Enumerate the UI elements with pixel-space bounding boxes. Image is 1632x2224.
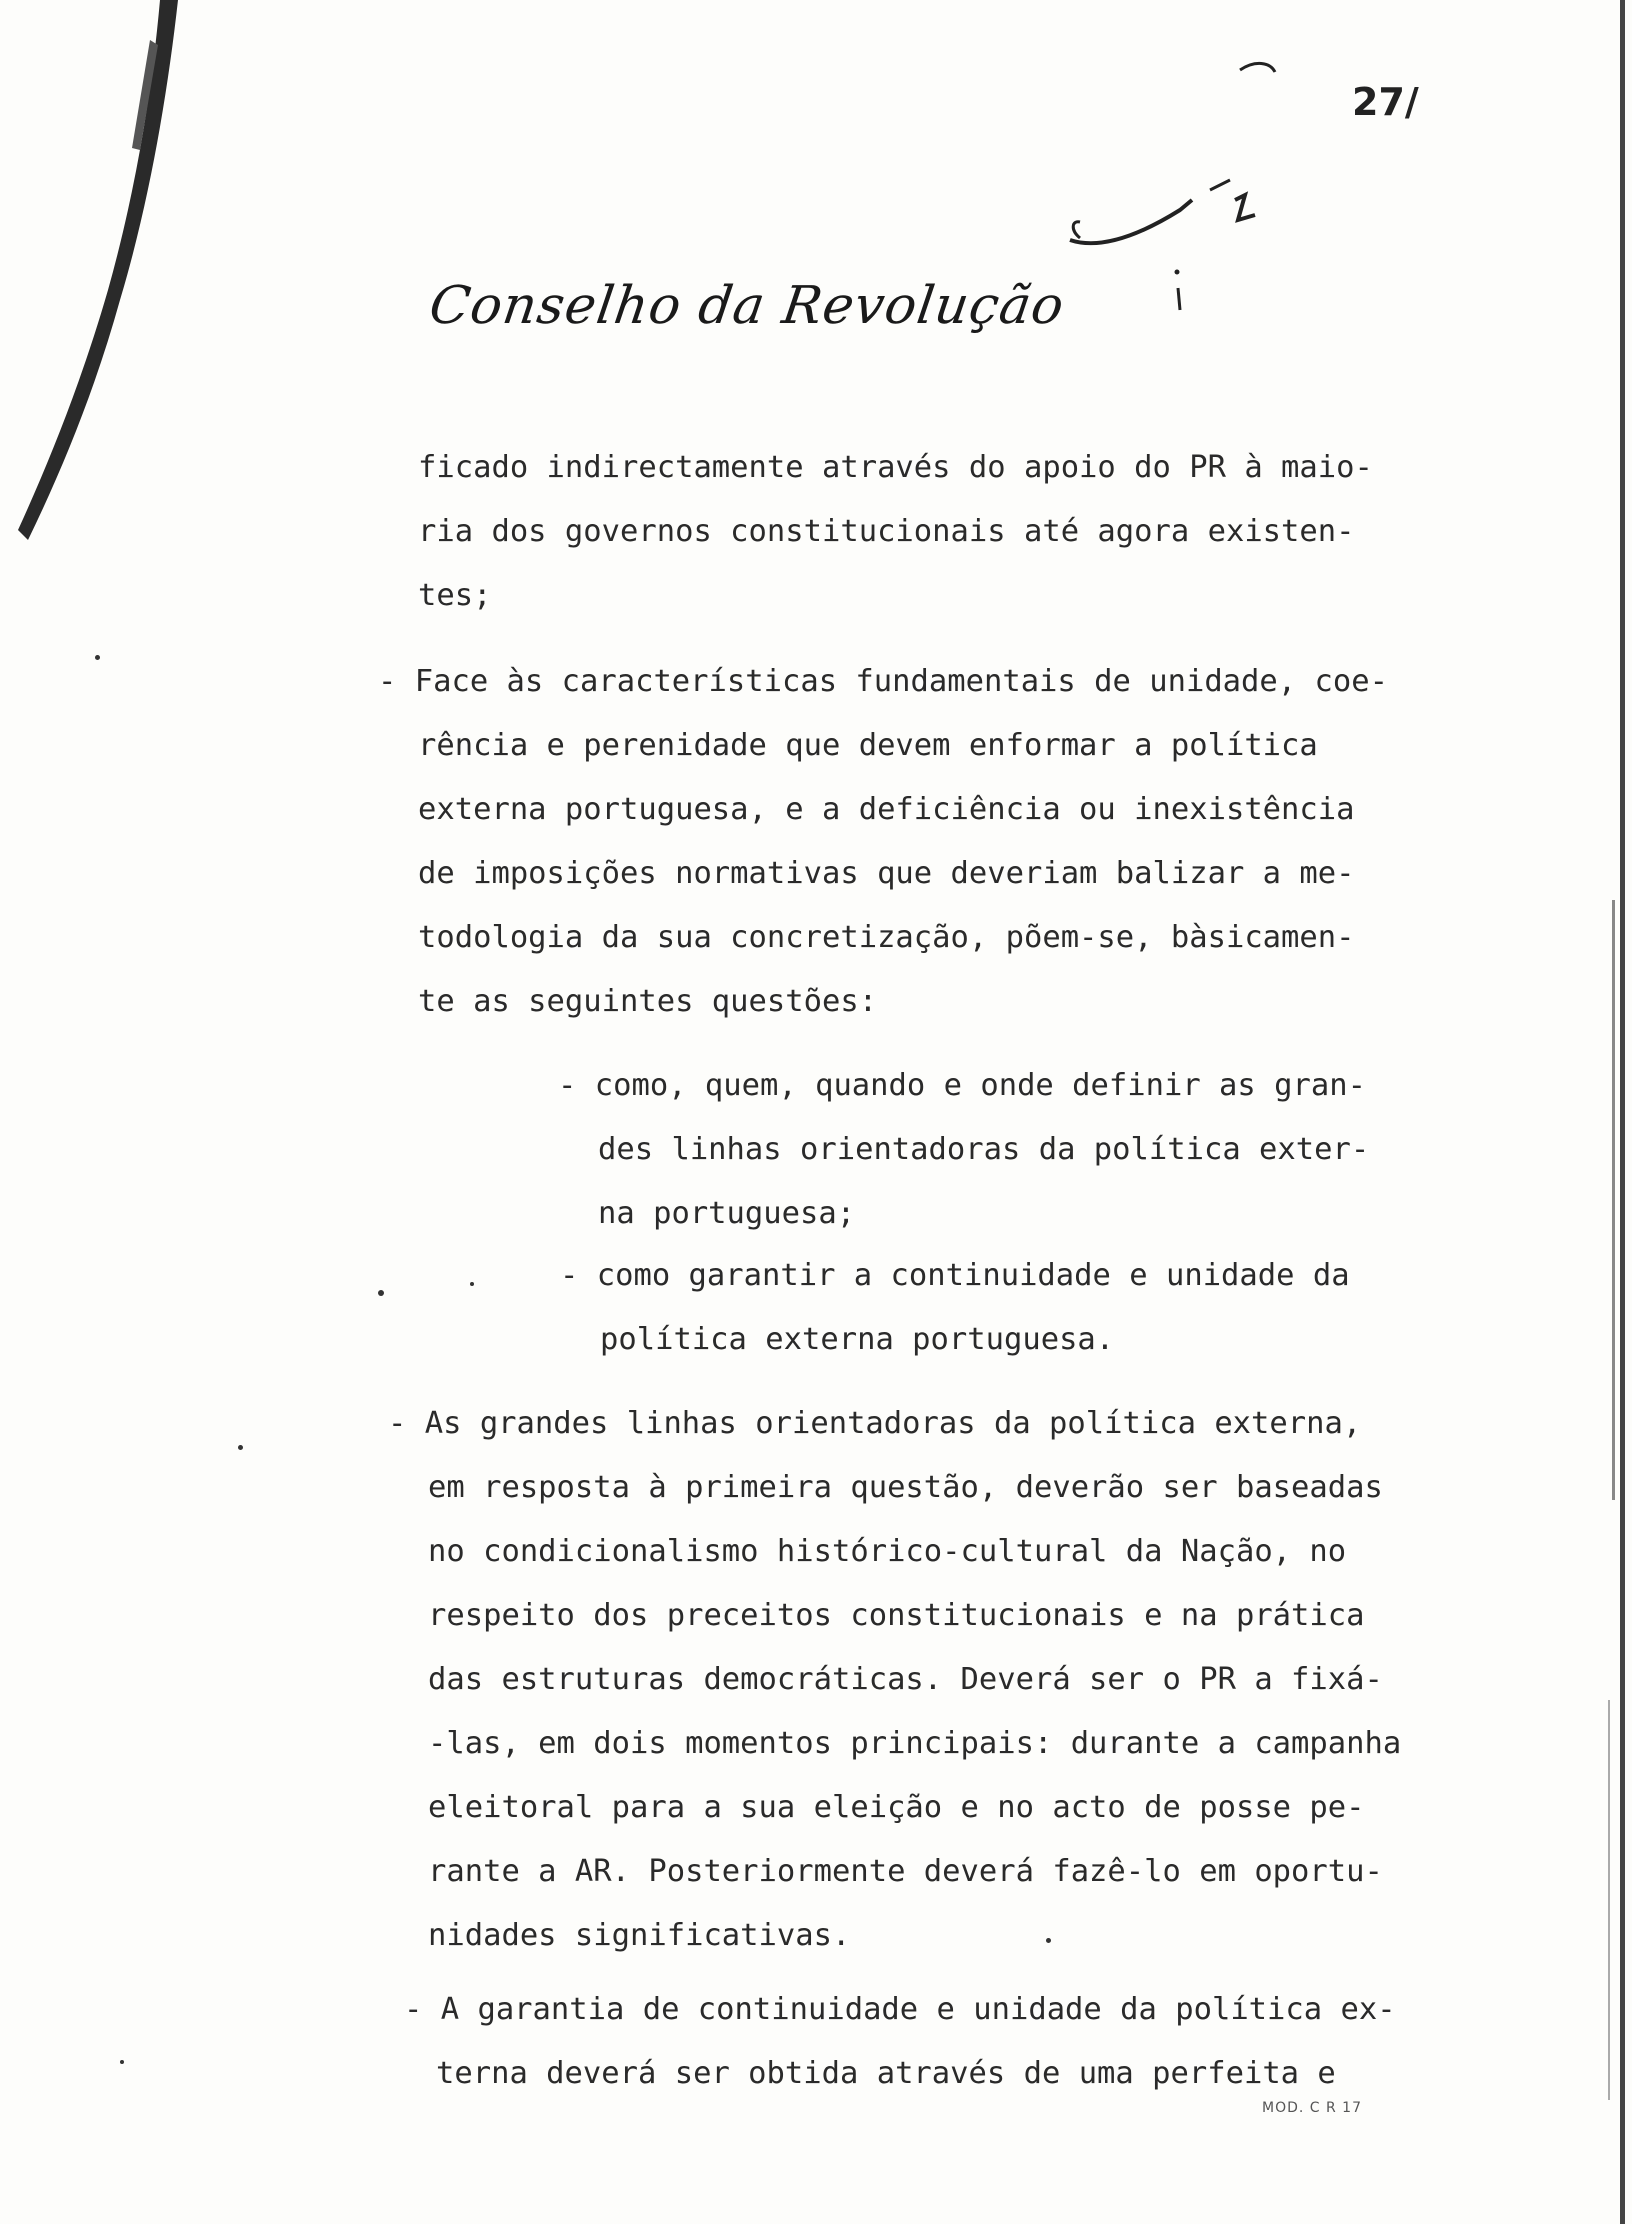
text-line: - Face às características fundamentais de unidade, coe- [378, 664, 1388, 699]
letterhead-council-name: Conselho da Revolução [425, 276, 1069, 336]
text-line: das estruturas democráticas. Deverá ser o PR a fixá- [428, 1662, 1383, 1697]
scan-speck [238, 1445, 243, 1450]
text-line: rência e perenidade que devem enformar a política [418, 728, 1318, 763]
text-line: na portuguesa; [598, 1196, 856, 1231]
scan-speck [120, 2060, 124, 2064]
text-line: - como, quem, quando e onde definir as gran- [558, 1068, 1366, 1103]
text-line: em resposta à primeira questão, deverão ser baseadas [428, 1470, 1383, 1505]
text-line: respeito dos preceitos constitucionais e na prática [428, 1598, 1365, 1633]
text-line: eleitoral para a sua eleição e no acto de posse pe- [428, 1790, 1365, 1825]
scan-speck [1046, 1938, 1051, 1943]
scan-right-border [1542, 0, 1632, 2224]
text-line: todologia da sua concretização, põem-se, bàsicamen- [418, 920, 1355, 955]
text-line: tes; [418, 578, 492, 613]
text-line: -las, em dois momentos principais: durante a campanha [428, 1726, 1402, 1761]
text-line: de imposições normativas que deveriam balizar a me- [418, 856, 1355, 891]
text-line: te as seguintes questões: [418, 984, 878, 1019]
form-code: MOD. C R 17 [1262, 2100, 1362, 2116]
text-line: externa portuguesa, e a deficiência ou inexistência [418, 792, 1355, 827]
scan-speck [378, 1290, 384, 1296]
text-line: - A garantia de continuidade e unidade da política ex- [404, 1992, 1396, 2027]
text-line: ficado indirectamente através do apoio do PR à maio- [418, 450, 1373, 485]
text-line: - como garantir a continuidade e unidade da [560, 1258, 1350, 1293]
page-number: 27/ [1352, 80, 1419, 124]
text-line: terna deverá ser obtida através de uma perfeita e [436, 2056, 1336, 2091]
text-line: - As grandes linhas orientadoras da política externa, [388, 1406, 1362, 1441]
scan-speck [470, 1282, 474, 1286]
text-line: no condicionalismo histórico-cultural da Nação, no [428, 1534, 1347, 1569]
text-line: ria dos governos constitucionais até agora existen- [418, 514, 1355, 549]
text-line: política externa portuguesa. [600, 1322, 1115, 1357]
text-line: rante a AR. Posteriormente deverá fazê-lo em oportu- [428, 1854, 1383, 1889]
text-line: nidades significativas. [428, 1918, 851, 1953]
scan-speck [95, 655, 100, 660]
handwritten-initials [1060, 60, 1300, 320]
text-line: des linhas orientadoras da política exter- [598, 1132, 1370, 1167]
scan-edge-mark [0, 0, 190, 560]
